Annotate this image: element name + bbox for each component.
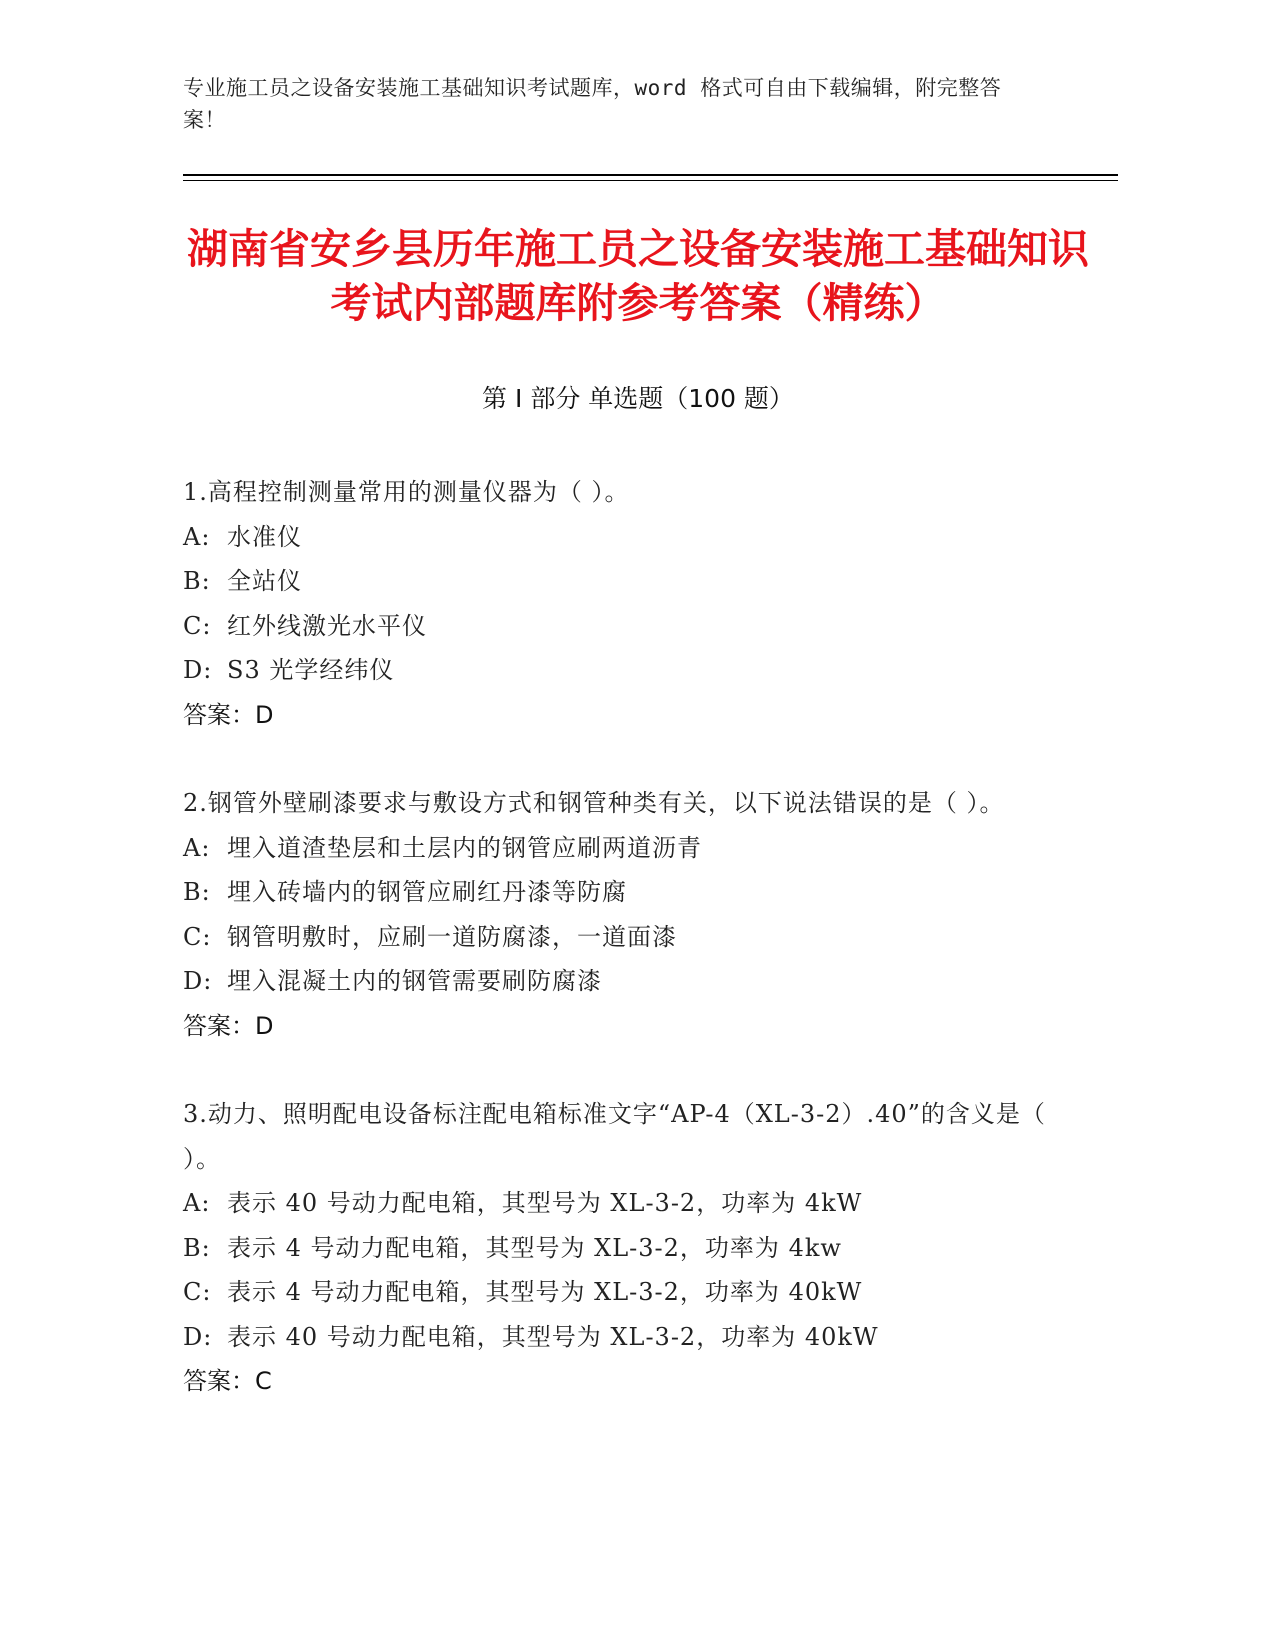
- option-label: A:: [183, 833, 211, 862]
- option-label: D:: [183, 967, 213, 995]
- header-note: 专业施工员之设备安装施工基础知识考试题库，word 格式可自由下载编辑，附完整答案！: [183, 76, 1002, 132]
- option-label: C:: [183, 922, 212, 951]
- option-d: [183, 959, 1063, 1004]
- question-stem: 1.高程控制测量常用的测量仪器为（ ）。: [183, 478, 630, 506]
- answer-line: 答案：D: [183, 700, 274, 729]
- document-title: 湖南省安乡县历年施工员之设备安装施工基础知识考试内部题库附参考答案（精练）: [187, 225, 1089, 327]
- option-a: [183, 826, 1063, 871]
- option-text: S3 光学经纬仪: [227, 656, 395, 684]
- question-stem: 3.动力、照明配电设备标注配电箱标准文字“AP-4（XL-3-2）.40”的含义是（ ）。: [183, 1100, 1055, 1173]
- option-b: [183, 1226, 1063, 1271]
- option-b: [183, 559, 1063, 604]
- option-text: 表示 40 号动力配电箱，其型号为 XL-3-2，功率为 4kW: [227, 1189, 863, 1217]
- option-text: 钢管明敷时，应刷一道防腐漆，一道面漆: [227, 922, 677, 951]
- option-a: [183, 515, 1063, 560]
- question-stem: 2.钢管外壁刷漆要求与敷设方式和钢管种类有关，以下说法错误的是（ ）。: [183, 789, 1005, 817]
- option-text: 表示 4 号动力配电箱，其型号为 XL-3-2，功率为 40kW: [227, 1278, 863, 1306]
- option-text: 埋入道渣垫层和土层内的钢管应刷两道沥青: [227, 833, 702, 862]
- question-1: [183, 470, 1063, 737]
- option-text: 埋入砖墙内的钢管应刷红丹漆等防腐: [227, 878, 627, 906]
- option-label: A:: [183, 522, 211, 551]
- option-d: [183, 1315, 1063, 1360]
- section-heading: 第 I 部分 单选题（100 题）: [482, 384, 794, 413]
- option-c: [183, 604, 1063, 649]
- option-label: C:: [183, 1278, 212, 1306]
- option-label: C:: [183, 611, 212, 640]
- option-c: [183, 915, 1063, 960]
- option-b: [183, 870, 1063, 915]
- option-text: 表示 40 号动力配电箱，其型号为 XL-3-2，功率为 40kW: [227, 1322, 879, 1351]
- option-text: 全站仪: [227, 567, 302, 595]
- option-label: B:: [183, 567, 211, 595]
- option-a: [183, 1181, 1063, 1226]
- option-label: D:: [183, 1322, 213, 1351]
- question-list: [183, 470, 1063, 1448]
- option-text: 水准仪: [227, 522, 302, 551]
- option-label: B:: [183, 1233, 211, 1262]
- option-label: D:: [183, 656, 213, 684]
- option-text: 红外线激光水平仪: [227, 611, 427, 640]
- header-divider-thick: [183, 174, 1118, 176]
- option-c: [183, 1270, 1063, 1315]
- question-3: [183, 1092, 1063, 1404]
- answer-line: 答案：C: [183, 1367, 272, 1395]
- header-divider-thin: [183, 180, 1118, 181]
- option-text: 埋入混凝土内的钢管需要刷防腐漆: [227, 967, 602, 995]
- option-text: 表示 4 号动力配电箱，其型号为 XL-3-2，功率为 4kw: [227, 1233, 842, 1262]
- option-d: [183, 648, 1063, 693]
- option-label: B:: [183, 878, 211, 906]
- option-label: A:: [183, 1189, 211, 1217]
- answer-line: 答案：D: [183, 1011, 274, 1040]
- question-2: [183, 781, 1063, 1048]
